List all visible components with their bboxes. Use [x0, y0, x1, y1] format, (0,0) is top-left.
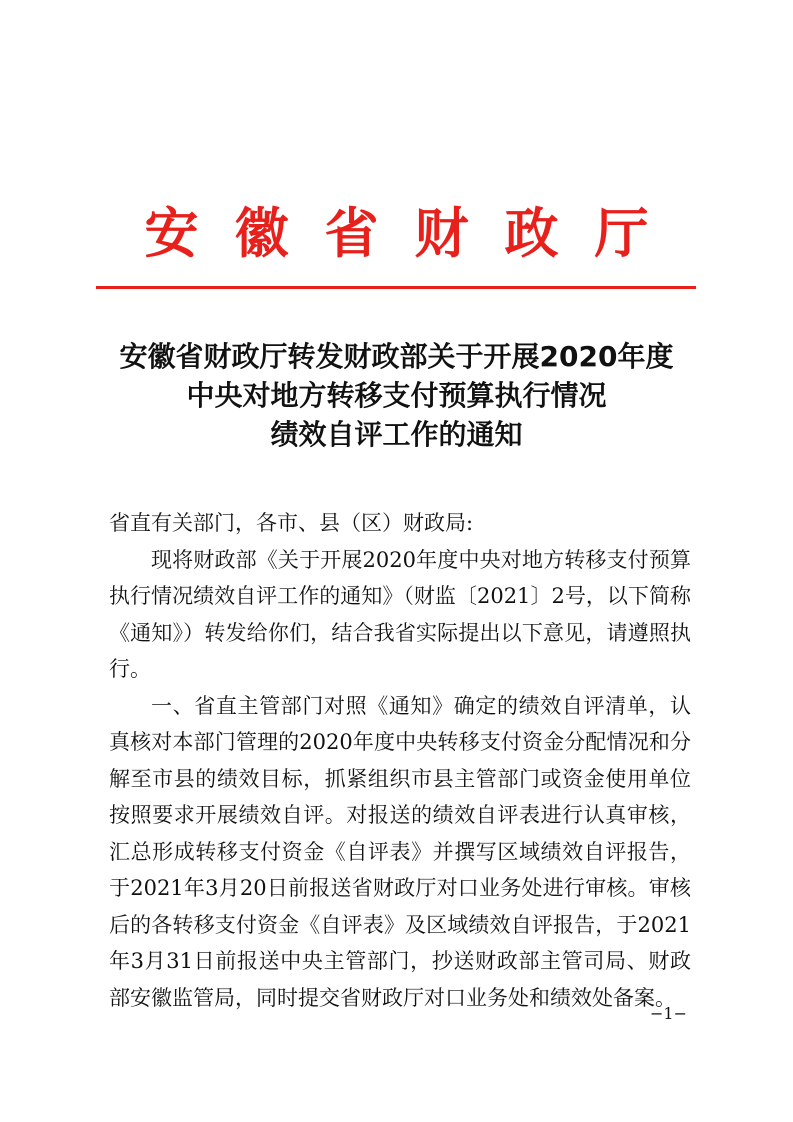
- red-divider-rule: [96, 286, 696, 289]
- paragraph-intro: 现将财政部《关于开展2020年度中央对地方转移支付预算执行情况绩效自评工作的通知》（财监〔2021〕2号，以下简称《通知》）转发给你们，结合我省实际提出以下意见，请遵照执行。: [109, 547, 691, 681]
- document-title: [60, 337, 733, 454]
- masthead-title: 安徽省财政厅: [144, 201, 685, 265]
- salutation: 省直有关部门，各市、县（区）财政局:: [109, 511, 474, 535]
- document-title-line-2: 中央对地方转移支付预算执行情况: [186, 379, 607, 412]
- paragraph-item-1: 一、省直主管部门对照《通知》确定的绩效自评清单，认真核对本部门管理的2020年度中央转移支付资金分配情况和分解至市县的绩效目标，抓紧组织市县主管部门或资金使用单位按照要求开展绩效自评。对报送的绩效自评表进行认真审核，汇总形成转移支付资金《自评表》并撰写区域绩效自评报告，于2021年3月20日前报送省财政厅对口业务处进行审核。审核后的各转移支付资金《自评表》及区域绩效自评报告，于2021年3月31日前报送中央主管部门，抄送财政部主管司局、财政部安徽监管局，同时提交省财政厅对口业务处和绩效处备案。: [109, 693, 691, 1010]
- document-title-line-3: 绩效自评工作的通知: [270, 418, 523, 451]
- page-number: −1−: [650, 1004, 687, 1023]
- document-body: [109, 505, 691, 1016]
- document-title-line-1: 安徽省财政厅转发财政部关于开展2020年度: [119, 340, 674, 373]
